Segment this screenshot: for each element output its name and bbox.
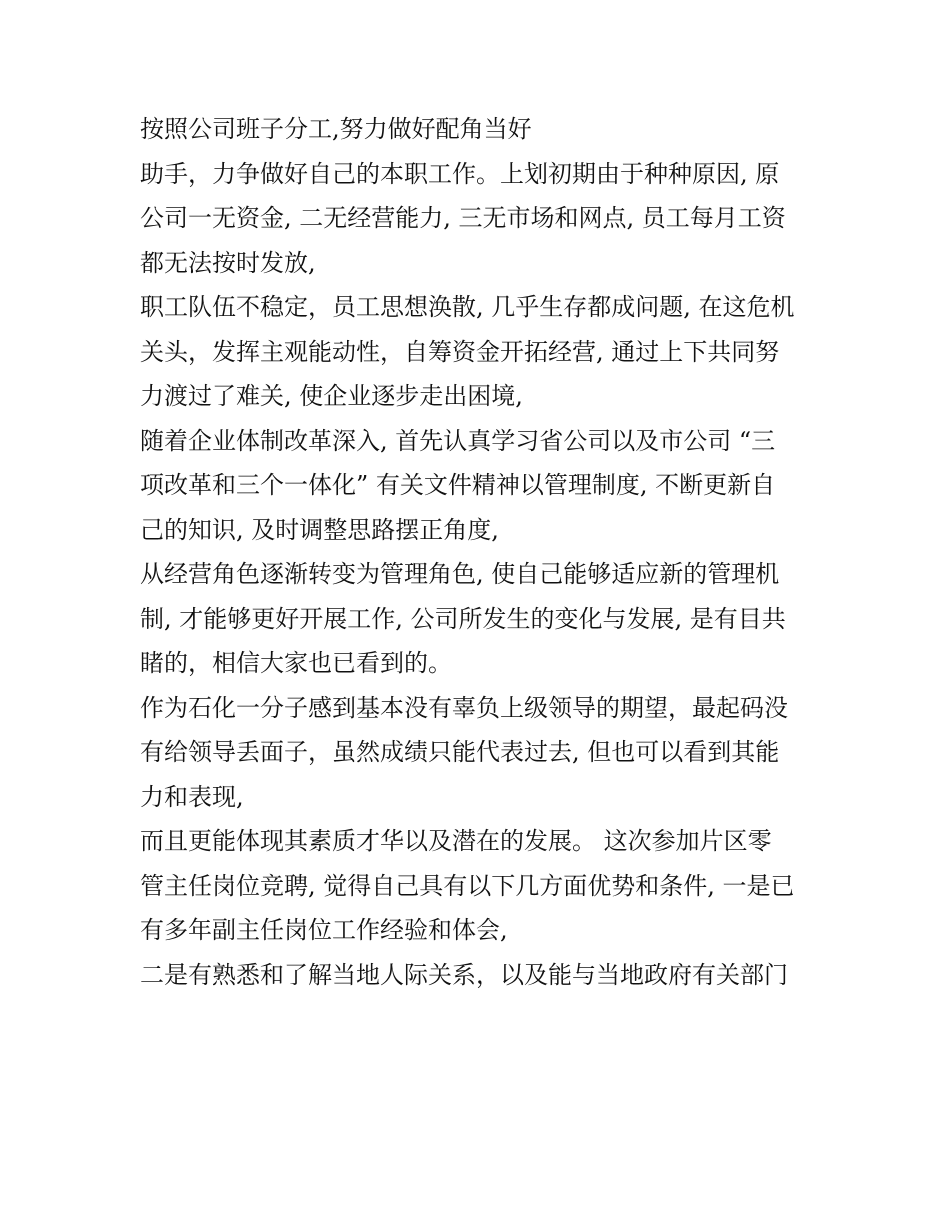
text-line: 按照公司班子分工,努力做好配角当好	[140, 115, 532, 143]
text-line: 随着企业体制改革深入, 首先认真学习省公司以及市公司 “三	[140, 426, 776, 455]
text-line: 而且更能体现其素质才华以及潜在的发展。 这次参加片区零	[140, 827, 772, 855]
text-line: 睹的，相信大家也已看到的。	[140, 649, 452, 677]
text-line: 职工队伍不稳定，员工思想涣散, 几乎生存都成问题, 在这危机	[140, 293, 795, 321]
text-line: 力渡过了难关, 使企业逐步走出困境,	[140, 382, 523, 410]
text-line: 二是有熟悉和了解当地人际关系，以及能与当地政府有关部门	[140, 960, 788, 989]
text-line: 公司一无资金, 二无经营能力, 三无市场和网点, 员工每月工资	[140, 204, 786, 232]
text-line: 关头，发挥主观能动性，自筹资金开拓经营, 通过上下共同努	[140, 337, 780, 366]
text-line: 己的知识, 及时调整思路摆正角度,	[140, 515, 499, 544]
text-line: 项改革和三个一体化” 有关文件精神以管理制度, 不断更新自	[140, 471, 776, 499]
document-body	[140, 107, 830, 997]
text-line: 从经营角色逐渐转变为管理角色, 使自己能够适应新的管理机	[140, 560, 780, 588]
text-line: 管主任岗位竞聘, 觉得自己具有以下几方面优势和条件, 一是已	[140, 871, 795, 900]
text-line: 助手，力争做好自己的本职工作。上划初期由于种种原因, 原	[140, 159, 780, 188]
text-line: 制, 才能够更好开展工作, 公司所发生的变化与发展, 是有目共	[140, 604, 786, 633]
text-line: 有多年副主任岗位工作经验和体会,	[140, 916, 508, 944]
text-line: 有给领导丢面子，虽然成绩只能代表过去, 但也可以看到其能	[140, 738, 780, 766]
text-line: 作为石化一分子感到基本没有辜负上级领导的期望，最起码没	[140, 693, 788, 722]
text-line: 力和表现,	[140, 782, 244, 811]
text-line: 都无法按时发放,	[140, 248, 316, 277]
